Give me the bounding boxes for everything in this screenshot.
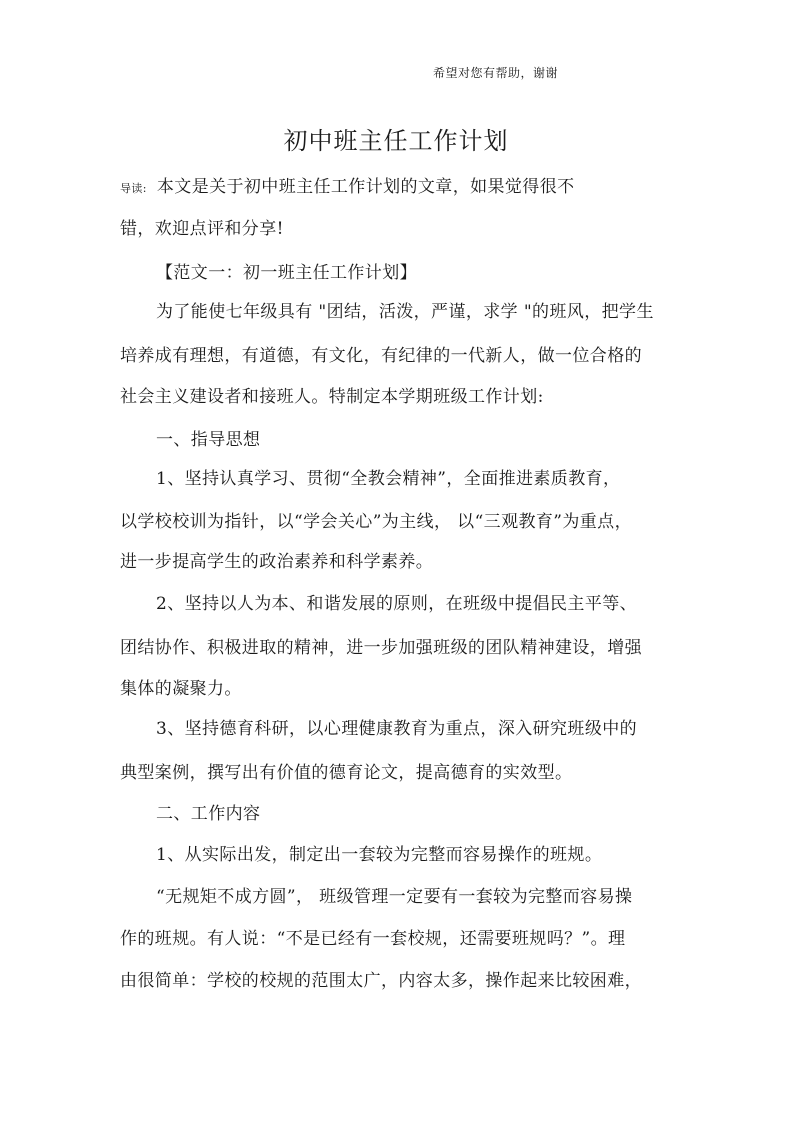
heading-work-content: 二、工作内容 (156, 804, 261, 824)
document-title: 初中班主任工作计划 (283, 127, 509, 155)
item2-line-3: 集体的凝聚力。 (120, 679, 242, 699)
header-note: 希望对您有帮助，谢谢 (433, 66, 559, 80)
heading-guiding-thought: 一、指导思想 (156, 430, 261, 450)
paragraph1-line-1: 为了能使七年级具有 "团结，活泼，严谨，求学 "的班风，把学生 (156, 302, 654, 322)
paragraph2-line-1: “无规矩不成方圆”， 班级管理一定要有一套较为完整而容易操 (156, 887, 633, 907)
item1-line-3: 进一步提高学生的政治素养和科学素养。 (120, 552, 434, 572)
intro-label: 导读: (120, 182, 147, 195)
paragraph1-line-3: 社会主义建设者和接班人。特制定本学期班级工作计划: (120, 387, 544, 407)
item3-line-1: 3、坚持德育科研，以心理健康教育为重点，深入研究班级中的 (156, 719, 638, 739)
item3-line-2: 典型案例，撰写出有价值的德育论文，提高德育的实效型。 (120, 763, 573, 783)
item4-line: 1、从实际出发，制定出一套较为完整而容易操作的班规。 (156, 845, 603, 865)
item2-line-2: 团结协作、积极进取的精神，进一步加强班级的团队精神建设，增强 (120, 638, 642, 658)
section-title: 【范文一：初一班主任工作计划】 (156, 263, 417, 283)
intro-text-line-2: 错，欢迎点评和分享! (120, 219, 284, 239)
item1-line-2: 以学校校训为指针，以“学会关心”为主线， 以“三观教育”为重点， (120, 512, 632, 532)
paragraph1-line-2: 培养成有理想，有道德，有文化，有纪律的一代新人，做一位合格的 (120, 346, 642, 366)
intro-line (120, 172, 575, 197)
paragraph2-line-2: 作的班规。有人说：“不是已经有一套校规，还需要班规吗？”。理 (120, 929, 626, 949)
intro-text-line-1: 本文是关于初中班主任工作计划的文章，如果觉得很不 (156, 177, 575, 197)
item1-line-1: 1、坚持认真学习、贯彻“全教会精神”，全面推进素质教育， (156, 469, 621, 489)
paragraph2-line-3: 由很简单：学校的校规的范围太广，内容太多，操作起来比较困难， (120, 971, 642, 991)
item2-line-1: 2、坚持以人为本、和谐发展的原则，在班级中提倡民主平等、 (156, 594, 638, 614)
